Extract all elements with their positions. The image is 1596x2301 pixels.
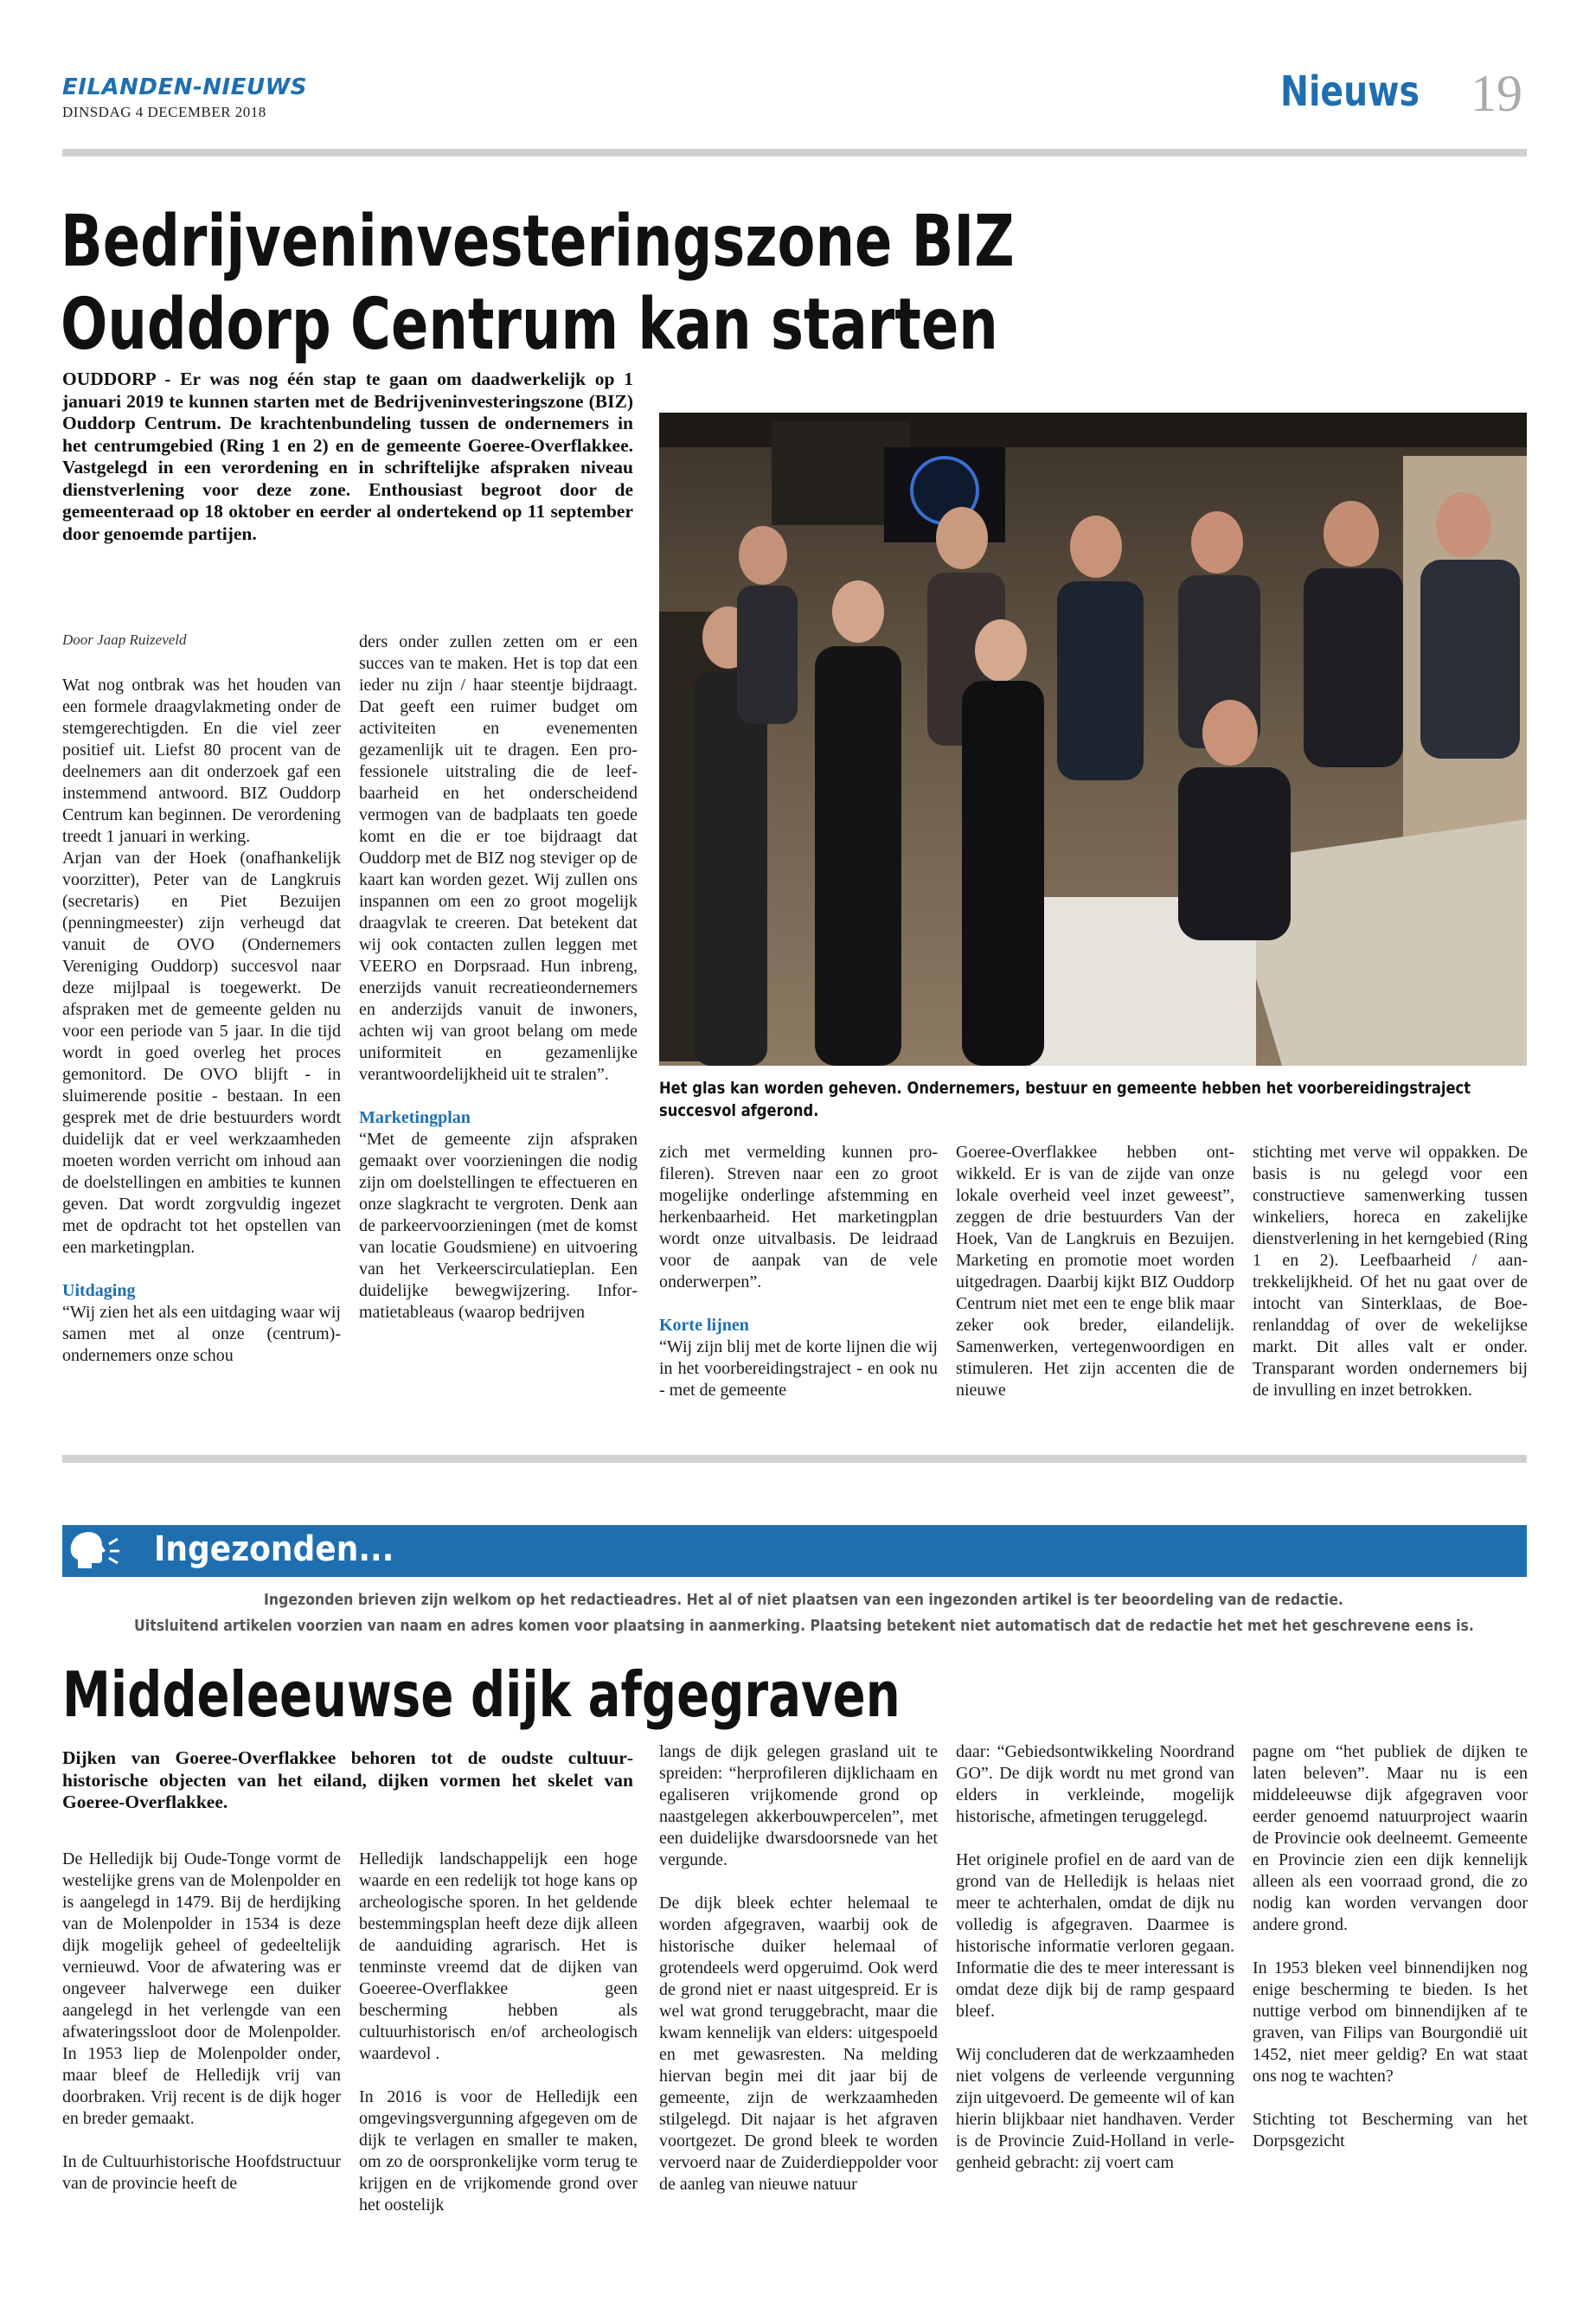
- column-text: stichting met verve wil oppakken. De basis is nu gelegd voor een constructieve samenwerking tussen winkeliers, horeca en zakelijke dienstverlening in het kerngebied (Ring 1 en 2). Leefbaarheid / aantrekkelijkheid. Of het nu gaat over de intocht van Sinterklaas, de Boerenlanddag of over de wekelijkse markt. Dit alles valt er onder. Transparant worden ondernemers bij de invulling en inzet betrokken.: [1253, 1143, 1528, 1400]
- speaking-head-icon: [62, 1525, 137, 1577]
- article-2-column-3: [659, 1741, 938, 2195]
- section-rule: [62, 1455, 1527, 1463]
- article-2-lead: Dijken van Goeree-Overflakkee behoren tot de oudste cultuurhistorische objecten van het eiland, dijken vormen het skelet van Goeree-Overflakkee.: [62, 1747, 633, 1812]
- newspaper-logo: EILANDEN-NIEUWS: [62, 74, 307, 100]
- subheading: Uitdaging: [62, 1281, 136, 1300]
- article-2-column-5: [1253, 1741, 1528, 2152]
- column-text: De Helledijk bij Oude-Tonge vormt de westelijke grens van de Molenpolder en is aangelegd in 1479. Bij de herdijking van de Molenpolder in 1534 is deze dijk mogelijk geheel of gedeeltelijk vernieuwd. Voor de afwatering was er ongeveer halverwege een duiker aangelegd in het verlengde van een afwateringssloot door de Molenpolder. In 1953 liep de Molenpolder onder, maar bleef de Helledijk vrij van doorbraken. Vrij recent is de dijk hoger en breder gemaakt. In de Cultuurhistorische Hoofdstructuur van de provincie heeft de: [62, 1849, 341, 2193]
- header-rule: [62, 149, 1527, 157]
- article-column-5: [1253, 1142, 1528, 1401]
- page-number: 19: [1471, 65, 1522, 122]
- column-text: daar: “Gebiedsontwikkeling Noordrand GO”. De dijk wordt nu met grond van elders in verkleinde, mogelijk historische, afmetingen teruggelegd. Het originele profiel en de aard van de grond van de Helledijk is helaas niet meer te achterhalen, omdat de dijk nu volledig is afgegraven. Daarmee is historische informatie verloren gegaan. Informatie die des te meer interessant is omdat deze dijk bij de ramp gespaard bleef. Wij concluderen dat de werkzaamheden niet volgens de verleende vergunning zijn uitgevoerd. De gemeente wil of kan hierin blijkbaar niet handhaven. Verder is de Provincie Zuid-Holland in verlegenheid gebracht: zij voert cam: [956, 1742, 1234, 2172]
- ingezonden-notice-1: Ingezonden brieven zijn welkom op het redactieadres. Het al of niet plaatsen van een ingezonden artikel is ter beoordeling van de redactie.: [264, 1592, 1343, 1609]
- subheading: Korte lijnen: [659, 1316, 749, 1335]
- photo-illustration: [659, 413, 1527, 1066]
- ingezonden-title: Ingezonden...: [154, 1529, 394, 1569]
- article-column-4: [956, 1142, 1234, 1401]
- headline-line-2: Ouddorp Centrum kan starten: [61, 284, 998, 366]
- column-text: “Met de gemeente zijn afspraken gemaakt over voorzieningen die nodig zijn om doelstellingen te effectueren en onze slagkracht te vergroten. Denk aan de parkeervoorzieningen (met de komst van locatie Goudsmiene) en uitvoering van het Verkeerscirculatieplan. Een duidelijke bewegwijzering. Informatietableaus (waarop bedrijven: [359, 1130, 638, 1322]
- column-text: pagne om “het publiek de dijken te laten beleven”. Maar nu is een middeleeuwse dijk afgegraven voor eerder genoemd natuurproject waarin de Provincie ook deelneemt. Gemeente en Provincie zien een dijk kennelijk alleen als een voorraad grond, die zo nodig kan worden vervangen door andere grond. In 1953 bleken veel binnendijken nog enige bescherming te bieden. Is het nuttige verbod om binnendijken af te graven, van Filips van Bourgondië uit 1452, niet meer geldig? En wat staat ons nog te wachten? Stichting tot Bescherming van het Dorpsgezicht: [1253, 1742, 1528, 2150]
- photo-caption: Het glas kan worden geheven. Ondernemers, bestuur en gemeente hebben het voorbereidingstraject succesvol afgerond.: [659, 1079, 1471, 1120]
- article-headline: [61, 201, 1015, 367]
- article-column-3: [659, 1142, 938, 1401]
- column-text: langs de dijk gelegen grasland uit te spreiden: “herprofileren dijklichaam en egaliseren vrijkomende grond op naastgelegen akkerbouwpercelen”, met een duidelijke dwarsdoorsnede van het vergunde. De dijk bleek echter helemaal te worden afgegraven, waarbij ook de historische duiker helemaal of grotendeels werd opgeruimd. Ook werd de grond niet er naast uitgespreid. Er is wel wat grond teruggebracht, maar die kwam kennelijk van elders: uitgespoeld en met gewasresten. Na melding hiervan begin mei dit jaar bij de gemeente, zijn de werkzaamheden stilgelegd. Dit najaar is het afgraven voortgezet. De grond bleek te worden vervoerd naar de Zuiderdieppolder voor de aanleg van nieuwe natuur: [659, 1742, 938, 2194]
- column-text: ders onder zullen zetten om er een succes van te maken. Het is top dat een ieder nu zijn / haar steentje bijdraagt. Dat geeft een ruimer budget om activiteiten en evenementen gezamenlijk uit te dragen. Een professionele uitstraling die de leefbaarheid en het onderscheidend vermogen van de badplaats ten goede komt en die er toe bijdraagt dat Ouddorp met de BIZ nog steviger op de kaart kan worden gezet. Wij zullen ons inspannen om een zo groot mogelijk draagvlak te creeren. Dat betekent dat wij ook contacten zullen leggen met VEERO en Dorpsraad. Hun inbreng, enerzijds vanuit recreatieondernemers en anderzijds vanuit de inwoners, achten wij van groot belang om mede uniformiteit en gezamenlijke verantwoordelijkheid uit te stralen”.: [359, 632, 638, 1084]
- issue-date: DINSDAG 4 DECEMBER 2018: [62, 104, 266, 120]
- article-column-1: [62, 675, 341, 1367]
- column-text: Wat nog ontbrak was het houden van een formele draagvlakmeting onder de stemgerechtigden. En die viel zeer positief uit. Liefst 80 procent van de deelnemers aan dit onderzoek gaf een instemmend antwoord. BIZ Ouddorp Centrum kan beginnen. De verordening treedt 1 januari in werking. Arjan van der Hoek (onafhankelijk voorzitter), Peter van de Langkruis (secretaris) en Piet Bezuijen (penningmeester) zijn verheugd dat vanuit de OVO (Ondernemers Vereniging Ouddorp) succesvol naar deze mijlpaal is toegewerkt. De afspraken met de gemeente gelden nu voor een periode van 5 jaar. In die tijd wordt in goed overleg het proces gemonitord. De OVO blijft - in sluimerende positie - bestaan. In een gesprek met de drie bestuurders wordt duidelijk dat er veel werkzaamheden moeten worden verricht om inhoud aan de doelstellingen en ambities te kunnen geven. Dat wordt zorgvuldig ingezet met de opdracht tot het opstellen van een marketingplan.: [62, 676, 341, 1257]
- article-2-column-4: [956, 1741, 1234, 2174]
- article-2-headline: Middeleeuwse dijk afgegraven: [62, 1658, 901, 1731]
- headline-line-1: Bedrijveninvesteringszone BIZ: [61, 201, 1015, 283]
- column-text: zich met vermelding kunnen profileren). Streven naar een zo groot mogelijke onderlinge afstemming en herkenbaarheid. Het marketingplan wordt onze uitvalbasis. De leidraad voor de aanpak van de vele onderwerpen”.: [659, 1143, 938, 1292]
- column-text: Helledijk landschappelijk een hoge waarde en een redelijk tot hoge kans op archeologische sporen. In het geldende bestemmingsplan heeft deze dijk alleen de aanduiding agrarisch. Het is tenminste vreemd dat de dijken van Goeeree-Overflakkee geen bescherming hebben als cultuurhistorisch en/of archeologisch waardevol . In 2016 is voor de Helledijk een omgevingsvergunning afgegeven om de dijk te verlagen en smaller te maken, om zo de oorspronkelijke vorm terug te krijgen en de vrijkomende grond over het oostelijk: [359, 1849, 638, 2214]
- article-2-column-1: [62, 1849, 341, 2195]
- column-text: Goeree-Overflakkee hebben ontwikkeld. Er is van de zijde van onze lokale overheid veel inzet geweest”, zeggen de drie bestuurders Van der Hoek, Van de Langkruis en Bezuijen. Marketing en promotie moet worden uitgedragen. Daarbij kijkt BIZ Ouddorp Centrum niet met een te enge blik maar zeker ook breder, eilandelijk. Samenwerken, vertegenwoordigen en stimuleren. Het zijn accenten die de nieuwe: [956, 1143, 1234, 1400]
- byline: Door Jaap Ruizeveld: [62, 631, 187, 648]
- column-text: “Wij zien het als een uitdaging waar wij samen met al onze (centrum)-ondernemers onze schou: [62, 1303, 341, 1365]
- section-title: Nieuws: [1280, 67, 1420, 116]
- group-photo: [659, 413, 1527, 1066]
- column-text: “Wij zijn blij met de korte lijnen die wij in het voorbereidingstraject - en ook nu - met de gemeente: [659, 1337, 938, 1400]
- article-column-2: [359, 631, 638, 1324]
- ingezonden-notice-2: Uitsluitend artikelen voorzien van naam en adres komen voor plaatsing in aanmerking. Plaatsing betekent niet automatisch dat de redactie het met het geschrevene eens is.: [134, 1618, 1474, 1635]
- article-lead: OUDDORP - Er was nog één stap te gaan om daadwerkelijk op 1 januari 2019 te kunnen starten met de Bedrijveninvesteringszone (BIZ) Ouddorp Centrum. De krachtenbundeling tussen de ondernemers in het centrumgebied (Ring 1 en 2) en de gemeente Goeree-Overflakkee. Vastgelegd in een verordening en in schriftelijke afspraken niveau dienstverlening voor deze zone. Enthousiast begroot door de gemeenteraad op 18 oktober en eerder al ondertekend op 11 september door genoemde partijen.: [62, 369, 633, 544]
- article-2-column-2: [359, 1849, 638, 2216]
- subheading: Marketingplan: [359, 1108, 471, 1127]
